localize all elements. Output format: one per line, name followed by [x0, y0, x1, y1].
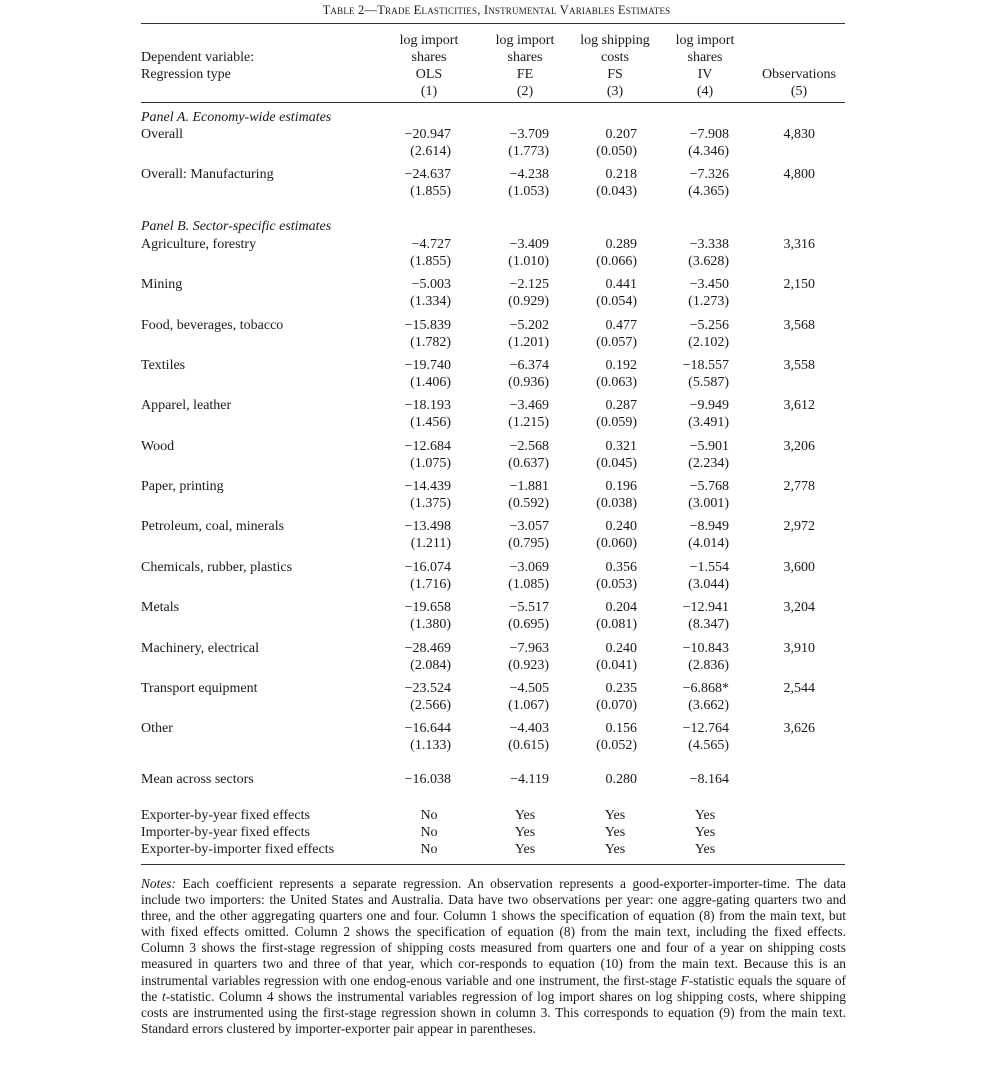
coefficient-cell: −2.568 — [509, 438, 549, 454]
top-rule — [141, 23, 845, 24]
fixed-effect-value: Yes — [514, 842, 536, 857]
standard-error-cell: (2.102) — [688, 334, 729, 350]
row-label: Transport equipment — [141, 680, 258, 696]
standard-error-cell: (0.923) — [508, 657, 549, 673]
standard-error-cell: (1.010) — [508, 254, 549, 269]
table-notes — [141, 876, 846, 1037]
coefficient-cell: −12.764 — [682, 721, 729, 737]
fixed-effect-label: Exporter-by-year fixed effects — [141, 808, 310, 823]
row-label: Petroleum, coal, minerals — [141, 519, 285, 535]
row-label: Overall — [141, 127, 183, 142]
coefficient-cell: −5.517 — [509, 600, 549, 616]
observations-cell: 3,626 — [783, 721, 815, 737]
panel-b-title: Panel B. Sector-specific estimates — [141, 219, 332, 234]
regression-type-label: Regression type — [141, 67, 231, 82]
notes-text-part2: -statistic equals the square of the — [141, 972, 846, 1004]
mean-value-cell: −16.038 — [404, 772, 451, 787]
coefficient-cell: 0.196 — [605, 479, 637, 495]
standard-error-cell: (0.050) — [596, 144, 637, 159]
coefficient-cell: −6.868* — [682, 680, 729, 696]
coefficient-cell: −12.941 — [682, 600, 729, 616]
row-label: Paper, printing — [141, 479, 224, 495]
row-label: Other — [141, 721, 173, 737]
coefficient-cell: −28.469 — [404, 640, 451, 656]
coefficient-cell: −3.409 — [509, 237, 549, 252]
coefficient-cell: −2.125 — [509, 277, 549, 293]
coefficient-cell: −10.843 — [682, 640, 729, 656]
standard-error-cell: (0.043) — [596, 184, 637, 199]
fixed-effect-value: Yes — [604, 808, 626, 823]
standard-error-cell: (1.375) — [410, 496, 451, 512]
coefficient-cell: −24.637 — [404, 167, 451, 182]
coefficient-cell: 0.192 — [605, 358, 637, 374]
coefficient-cell: −13.498 — [404, 519, 451, 535]
coefficient-cell: −23.524 — [404, 680, 451, 696]
coefficient-cell: −16.074 — [404, 559, 451, 575]
fixed-effect-value: Yes — [604, 842, 626, 857]
standard-error-cell: (1.773) — [508, 144, 549, 159]
header-rule — [141, 102, 845, 103]
observations-cell: 3,568 — [783, 317, 815, 333]
coefficient-cell: −6.374 — [509, 358, 549, 374]
standard-error-cell: (0.041) — [596, 657, 637, 673]
col3-line1: log shipping — [580, 33, 650, 48]
coefficient-cell: −4.727 — [411, 237, 451, 252]
coefficient-cell: 0.441 — [605, 277, 637, 293]
observations-cell: 2,544 — [783, 680, 815, 696]
coefficient-cell: −3.057 — [509, 519, 549, 535]
coefficient-cell: −14.439 — [404, 479, 451, 495]
coefficient-cell: −4.403 — [509, 721, 549, 737]
fixed-effect-label: Importer-by-year fixed effects — [141, 825, 310, 840]
col4-number: (4) — [696, 84, 714, 99]
standard-error-cell: (0.045) — [596, 455, 637, 471]
coefficient-cell: −3.709 — [509, 127, 549, 142]
standard-error-cell: (1.334) — [410, 294, 451, 310]
standard-error-cell: (1.855) — [410, 254, 451, 269]
col1-type: OLS — [415, 67, 443, 82]
standard-error-cell: (0.038) — [596, 496, 637, 512]
standard-error-cell: (0.053) — [596, 576, 637, 592]
col1-line1: log import — [399, 33, 459, 48]
standard-error-cell: (0.637) — [508, 455, 549, 471]
coefficient-cell: −3.069 — [509, 559, 549, 575]
observations-cell: 2,778 — [783, 479, 815, 495]
coefficient-cell: −16.644 — [404, 721, 451, 737]
standard-error-cell: (1.215) — [508, 415, 549, 431]
mean-value-cell: −8.164 — [689, 772, 729, 787]
bottom-rule — [141, 864, 845, 865]
fixed-effect-value: Yes — [514, 808, 536, 823]
standard-error-cell: (1.380) — [410, 617, 451, 633]
coefficient-cell: 0.240 — [605, 640, 637, 656]
standard-error-cell: (3.491) — [688, 415, 729, 431]
coefficient-cell: −3.450 — [689, 277, 729, 293]
coefficient-cell: 0.289 — [605, 237, 637, 252]
row-label: Food, beverages, tobacco — [141, 317, 284, 333]
standard-error-cell: (2.084) — [410, 657, 451, 673]
standard-error-cell: (5.587) — [688, 375, 729, 391]
col1-line2: shares — [411, 50, 447, 65]
coefficient-cell: −3.469 — [509, 398, 549, 414]
mean-value-cell: −4.119 — [510, 772, 549, 787]
standard-error-cell: (1.053) — [508, 184, 549, 199]
coefficient-cell: −5.003 — [411, 277, 451, 293]
observations-cell: 3,558 — [783, 358, 815, 374]
col3-line2: costs — [601, 50, 629, 65]
standard-error-cell: (1.075) — [410, 455, 451, 471]
standard-error-cell: (0.695) — [508, 617, 549, 633]
standard-error-cell: (3.001) — [688, 496, 729, 512]
coefficient-cell: −5.256 — [689, 317, 729, 333]
standard-error-cell: (4.565) — [688, 738, 729, 754]
coefficient-cell: −5.901 — [689, 438, 729, 454]
standard-error-cell: (0.063) — [596, 375, 637, 391]
col2-line2: shares — [507, 50, 543, 65]
observations-cell: 3,204 — [783, 600, 815, 616]
observations-cell: 4,800 — [783, 167, 815, 182]
dependent-variable-label: Dependent variable: — [141, 50, 255, 65]
panel-a-title: Panel A. Economy-wide estimates — [141, 110, 332, 125]
coefficient-cell: −1.554 — [689, 559, 729, 575]
standard-error-cell: (4.014) — [688, 536, 729, 552]
coefficient-cell: −7.326 — [689, 167, 729, 182]
standard-error-cell: (1.716) — [410, 576, 451, 592]
coefficient-cell: 0.240 — [605, 519, 637, 535]
standard-error-cell: (2.566) — [410, 697, 451, 713]
coefficient-cell: −7.963 — [509, 640, 549, 656]
fixed-effect-value: Yes — [694, 842, 716, 857]
row-label: Apparel, leather — [141, 398, 232, 414]
row-label: Wood — [141, 438, 175, 454]
coefficient-cell: −12.684 — [404, 438, 451, 454]
fixed-effect-value: No — [420, 808, 438, 823]
coefficient-cell: −19.740 — [404, 358, 451, 374]
standard-error-cell: (0.081) — [596, 617, 637, 633]
standard-error-cell: (8.347) — [688, 617, 729, 633]
standard-error-cell: (2.836) — [688, 657, 729, 673]
fixed-effect-value: Yes — [514, 825, 536, 840]
fixed-effect-value: No — [420, 842, 438, 857]
standard-error-cell: (0.060) — [596, 536, 637, 552]
fixed-effect-value: No — [420, 825, 438, 840]
coefficient-cell: 0.204 — [605, 600, 637, 616]
standard-error-cell: (0.795) — [508, 536, 549, 552]
notes-f-symbol: F — [680, 972, 689, 988]
row-label: Agriculture, forestry — [141, 237, 257, 252]
standard-error-cell: (1.855) — [410, 184, 451, 199]
standard-error-cell: (4.346) — [688, 144, 729, 159]
standard-error-cell: (1.406) — [410, 375, 451, 391]
coefficient-cell: −15.839 — [404, 317, 451, 333]
standard-error-cell: (4.365) — [688, 184, 729, 199]
fixed-effect-value: Yes — [604, 825, 626, 840]
standard-error-cell: (0.615) — [508, 738, 549, 754]
coefficient-cell: −18.557 — [682, 358, 729, 374]
standard-error-cell: (1.201) — [508, 334, 549, 350]
coefficient-cell: 0.287 — [605, 398, 637, 414]
standard-error-cell: (0.057) — [596, 334, 637, 350]
observations-cell: 3,600 — [783, 559, 815, 575]
notes-label: Notes: — [141, 876, 176, 891]
col5-type: Observations — [762, 67, 836, 82]
standard-error-cell: (0.066) — [596, 254, 637, 269]
standard-error-cell: (0.059) — [596, 415, 637, 431]
standard-error-cell: (2.614) — [410, 144, 451, 159]
standard-error-cell: (0.592) — [508, 496, 549, 512]
row-label: Metals — [141, 600, 180, 616]
standard-error-cell: (3.628) — [688, 254, 729, 269]
standard-error-cell: (1.782) — [410, 334, 451, 350]
row-label: Mining — [141, 277, 183, 293]
observations-cell: 3,206 — [783, 438, 815, 454]
standard-error-cell: (0.070) — [596, 697, 637, 713]
fixed-effect-value: Yes — [694, 808, 716, 823]
standard-error-cell: (0.054) — [596, 294, 637, 310]
coefficient-cell: −5.202 — [509, 317, 549, 333]
coefficient-cell: 0.207 — [605, 127, 637, 142]
standard-error-cell: (0.936) — [508, 375, 549, 391]
table-title: Table 2—Trade Elasticities, Instrumental Variables Estimates — [322, 3, 671, 17]
standard-error-cell: (3.044) — [688, 576, 729, 592]
observations-cell: 4,830 — [783, 127, 815, 142]
row-label: Textiles — [141, 358, 186, 374]
coefficient-cell: −4.505 — [509, 680, 549, 696]
observations-cell: 2,972 — [783, 519, 815, 535]
row-label: Overall: Manufacturing — [141, 167, 274, 182]
row-label: Chemicals, rubber, plastics — [141, 559, 293, 575]
coefficient-cell: 0.218 — [605, 167, 637, 182]
notes-text-part3: -statistic. Column 4 shows the instrumental variables regression of log import shares on log shipping costs, where shipping costs are instrumented using the first-stage regression shown in column 3. This corresponds to equation (9) from the main text. Standard errors clustered by importer-exporter pair appear in parentheses. — [141, 988, 846, 1036]
coefficient-cell: −19.658 — [404, 600, 451, 616]
standard-error-cell: (1.085) — [508, 576, 549, 592]
coefficient-cell: 0.321 — [605, 438, 637, 454]
col4-type: IV — [697, 67, 713, 82]
col4-line1: log import — [675, 33, 735, 48]
coefficient-cell: −20.947 — [404, 127, 451, 142]
coefficient-cell: −4.238 — [509, 167, 549, 182]
standard-error-cell: (0.929) — [508, 294, 549, 310]
observations-cell: 3,910 — [783, 640, 815, 656]
notes-text-part1: Each coefficient represents a separate regression. An observation represents a good-exporter-importer-time. The data include two importers: the United States and Australia. Data have two observations per year: one aggre-gating quarters two and three, and the other aggregating quarters one and four. Column 1 shows the specification of equation (8) from the main text, but with fixed effects omitted. Column 2 shows the specification of equation (8) from the main text, including the fixed effects. Column 3 shows the first-stage regression of shipping costs measured from quarters one and four of a year on shipping costs measured in quarters two and three of that year, which cor-responds to equation (10) from the main text. Because this is an instrumental variables regression with one endog-enous variable and one instrument, the first-stage — [141, 876, 846, 988]
standard-error-cell: (0.052) — [596, 738, 637, 754]
notes-t-symbol: t — [161, 988, 166, 1004]
fixed-effect-label: Exporter-by-importer fixed effects — [141, 842, 335, 857]
col1-number: (1) — [420, 84, 438, 99]
coefficient-cell: −9.949 — [689, 398, 729, 414]
coefficient-cell: −8.949 — [689, 519, 729, 535]
fixed-effect-value: Yes — [694, 825, 716, 840]
standard-error-cell: (1.067) — [508, 697, 549, 713]
observations-cell: 3,316 — [783, 237, 815, 252]
standard-error-cell: (1.273) — [688, 294, 729, 310]
standard-error-cell: (1.133) — [410, 738, 451, 754]
standard-error-cell: (1.211) — [410, 536, 451, 552]
mean-row-label: Mean across sectors — [141, 772, 254, 787]
coefficient-cell: 0.356 — [605, 559, 637, 575]
standard-error-cell: (2.234) — [688, 455, 729, 471]
coefficient-cell: −18.193 — [404, 398, 451, 414]
coefficient-cell: 0.477 — [605, 317, 637, 333]
coefficient-cell: −7.908 — [689, 127, 729, 142]
col2-line1: log import — [495, 33, 555, 48]
row-label: Machinery, electrical — [141, 640, 260, 656]
coefficient-cell: −3.338 — [689, 237, 729, 252]
coefficient-cell: −1.881 — [509, 479, 549, 495]
standard-error-cell: (1.456) — [410, 415, 451, 431]
col2-number: (2) — [516, 84, 534, 99]
coefficient-cell: −5.768 — [689, 479, 729, 495]
col4-line2: shares — [687, 50, 723, 65]
mean-value-cell: 0.280 — [605, 772, 637, 787]
col2-type: FE — [516, 67, 534, 82]
col5-number: (5) — [790, 84, 808, 99]
col3-type: FS — [607, 67, 623, 82]
observations-cell: 3,612 — [783, 398, 815, 414]
col3-number: (3) — [606, 84, 624, 99]
observations-cell: 2,150 — [783, 277, 815, 293]
coefficient-cell: 0.156 — [605, 721, 637, 737]
standard-error-cell: (3.662) — [688, 697, 729, 713]
coefficient-cell: 0.235 — [605, 680, 637, 696]
